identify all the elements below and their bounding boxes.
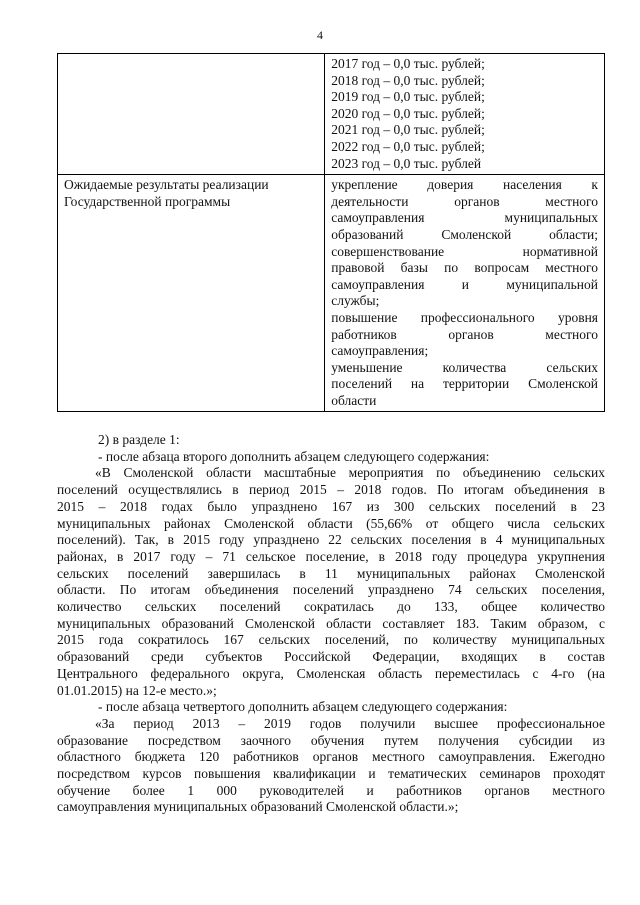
paragraph-line: «За период 2013 – 2019 годов получили высшее профессиональное bbox=[95, 715, 605, 731]
paragraph-line: 2015 года сократилось 167 сельских поселений, по количеству муниципальных bbox=[57, 632, 605, 648]
paragraph-line: обучение более 1 000 руководителей и работников органов местного bbox=[57, 782, 605, 798]
document-body bbox=[57, 432, 605, 816]
finance-line: 2022 год – 0,0 тыс. рублей; bbox=[331, 138, 485, 154]
financing-label-cell bbox=[58, 54, 325, 175]
table-row-results bbox=[58, 175, 605, 412]
paragraph-line: сельских поселений завершилась в 11 муниципальных районах Смоленской bbox=[57, 565, 605, 581]
finance-line: 2023 год – 0,0 тыс. рублей bbox=[331, 155, 482, 171]
results-line: уменьшение количества сельских bbox=[331, 359, 598, 375]
paragraph-line: самоуправления муниципальных образований Смоленской области.»; bbox=[57, 799, 459, 815]
paragraph-line: муниципальных образований Смоленской области составляет 183. Таким образом, с bbox=[57, 615, 605, 631]
results-line: повышение профессионального уровня bbox=[331, 309, 598, 325]
finance-line: 2021 год – 0,0 тыс. рублей; bbox=[331, 122, 485, 138]
paragraph-line: 01.01.2015) на 12-е место.»; bbox=[57, 682, 217, 698]
paragraph-line: поселений осуществлялись в период 2015 – 2018 годов. По итогам объединения в bbox=[57, 482, 605, 498]
paragraph-line: образований среди субъектов Российской Федерации, входящих в состав bbox=[57, 649, 605, 665]
finance-line: 2020 год – 0,0 тыс. рублей; bbox=[331, 105, 485, 121]
results-line: области bbox=[331, 392, 377, 408]
finance-line: 2019 год – 0,0 тыс. рублей; bbox=[331, 89, 485, 105]
results-line: поселений на территории Смоленской bbox=[331, 376, 598, 392]
results-line: совершенствование нормативной bbox=[331, 243, 598, 259]
results-line: службы; bbox=[331, 293, 380, 309]
results-label-line: Государственной программы bbox=[64, 193, 231, 209]
paragraph-line: поселений). Так, в 2015 году упразднено 22 сельских поселения в 4 муниципальных bbox=[57, 532, 605, 548]
instruction-line: - после абзаца второго дополнить абзацем следующего содержания: bbox=[98, 448, 490, 464]
paragraph-line: муниципальных районах Смоленской области (55,66% от общего числа сельских bbox=[57, 515, 605, 531]
program-passport-table bbox=[57, 53, 605, 412]
paragraph-line: 2015 – 2018 годах было упразднено 167 из 300 сельских поселений в 23 bbox=[57, 498, 605, 514]
results-line: работников органов местного bbox=[331, 326, 598, 342]
table-row-financing bbox=[58, 54, 605, 175]
results-label-line: Ожидаемые результаты реализации bbox=[64, 177, 269, 193]
inserted-paragraph-2 bbox=[57, 716, 605, 816]
list-item-heading: 2) в разделе 1: bbox=[98, 432, 180, 447]
results-line: деятельности органов местного bbox=[331, 193, 598, 209]
paragraph-line: районах, в 2017 году – 71 сельское поселение, в 2018 году процедура укрупнения bbox=[57, 548, 605, 564]
results-value-cell bbox=[325, 175, 605, 412]
paragraph-line: образование посредством заочного обучения путем получения субсидии из bbox=[57, 732, 605, 748]
results-line: самоуправления; bbox=[331, 343, 429, 359]
paragraph-line: «В Смоленской области масштабные мероприятия по объединению сельских bbox=[95, 465, 605, 481]
paragraph-line: количество сельских поселений сократилась до 133, общее количество bbox=[57, 599, 605, 615]
paragraph-line: областного бюджета 120 работников органов местного самоуправления. Ежегодно bbox=[57, 749, 605, 765]
paragraph-line: Центрального федерального округа, Смоленская область переместилась с 4-го (на bbox=[57, 665, 605, 681]
paragraph-line: области. По итогам объединения поселений упразднено 74 сельских поселения, bbox=[57, 582, 605, 598]
results-line: образований Смоленской области; bbox=[331, 226, 598, 242]
finance-line: 2017 год – 0,0 тыс. рублей; bbox=[331, 56, 485, 71]
page-number: 4 bbox=[317, 28, 323, 42]
results-line: укрепление доверия населения к bbox=[331, 177, 598, 193]
results-label-cell bbox=[58, 175, 325, 412]
instruction-line: - после абзаца четвертого дополнить абзацем следующего содержания: bbox=[98, 699, 508, 715]
paragraph-line: посредством курсов повышения квалификации и тематических семинаров проходят bbox=[57, 766, 605, 782]
finance-line: 2018 год – 0,0 тыс. рублей; bbox=[331, 72, 485, 88]
results-line: самоуправления и муниципальной bbox=[331, 276, 598, 292]
inserted-paragraph-1 bbox=[57, 465, 605, 699]
results-line: самоуправления муниципальных bbox=[331, 210, 598, 226]
financing-value-cell bbox=[325, 54, 605, 175]
results-line: правовой базы по вопросам местного bbox=[331, 260, 598, 276]
